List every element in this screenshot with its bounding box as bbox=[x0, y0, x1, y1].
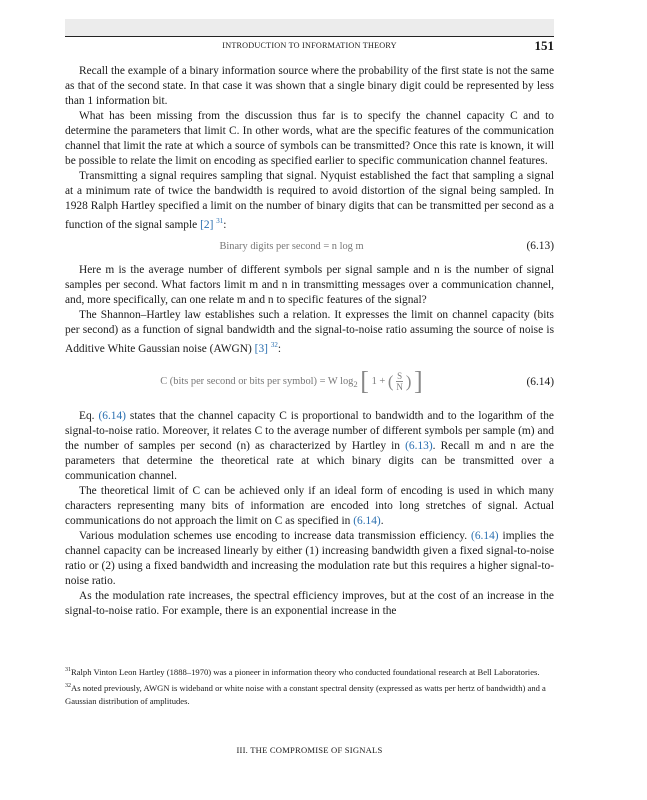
equation-6-14 bbox=[65, 357, 554, 409]
paragraph-8-b: implies the channel capacity can be increased linearly by either (1) increasing bandwidth given a fixed signal-to-noise ratio or (2) using a fixed bandwidth and increasing the modulation rate but this requires a higher signal-to-noise ratio. bbox=[65, 529, 554, 587]
equation-ref-6-14-c[interactable]: (6.14) bbox=[471, 529, 499, 542]
citation-link-2[interactable]: [2] bbox=[200, 218, 214, 231]
body-text bbox=[65, 64, 554, 619]
footnote-31 bbox=[65, 664, 554, 679]
paragraph-5-end: : bbox=[277, 342, 281, 355]
paragraph-5-text: The Shannon–Hartley law establishes such a relation. It expresses the limit on channel capacity (bits per second) as a function of signal bandwidth and the signal-to-noise ratio assuming the source of noise is Additive White Gaussian noise (AWGN) bbox=[65, 308, 554, 355]
paragraph-8-a: Various modulation schemes use encoding to increase data transmission efficiency. bbox=[79, 529, 468, 542]
footnote-31-mark: 31 bbox=[65, 667, 71, 673]
paragraph-3 bbox=[65, 169, 554, 233]
fraction-denominator: N bbox=[396, 381, 403, 392]
equation-ref-6-13[interactable]: (6.13) bbox=[405, 439, 433, 452]
running-head: INTRODUCTION TO INFORMATION THEORY bbox=[222, 41, 397, 50]
right-paren-icon: ) bbox=[405, 371, 412, 391]
footnotes bbox=[65, 664, 554, 709]
footnote-31-text: Ralph Vinton Leon Hartley (1888–1970) was a pioneer in information theory who conducted foundational research at Bell Laboratories. bbox=[71, 666, 540, 677]
paragraph-2: What has been missing from the discussion thus far is to specify the channel capacity C and to determine the parameters that limit C. In other words, what are the specific features of the communication channel that limit the rate at which a source of symbols can be transmitted? Once this rate is known, it will be possible to relate the limit on encoding as specified earlier to specific communication channel features. bbox=[65, 110, 554, 167]
footnote-32-mark: 32 bbox=[65, 682, 71, 689]
equation-ref-6-14-b[interactable]: (6.14) bbox=[353, 514, 381, 527]
right-bracket-icon: ] bbox=[414, 366, 423, 396]
fraction-numerator: S bbox=[397, 370, 403, 381]
paragraph-6-b: states that the channel capacity C is proportional to bandwidth and to the logarithm of the signal-to-noise ratio. Moreover, it relates C to the average number of different symbols per sample (m) and the number of samples per second (n) as characterized by Hartley in bbox=[65, 409, 554, 452]
equation-6-13-formula: Binary digits per second = n log m bbox=[219, 240, 364, 252]
paragraph-6-c: . Recall m and n are the parameters that determine the theoretical rate at which binary digits can be transmitted over a communication channel. bbox=[65, 439, 554, 482]
footnote-ref-31[interactable]: 31 bbox=[216, 217, 224, 225]
paragraph-6 bbox=[65, 409, 554, 484]
left-paren-icon: ( bbox=[387, 371, 394, 391]
equation-6-14-log-base: 2 bbox=[353, 378, 358, 389]
paragraph-8 bbox=[65, 529, 554, 589]
paragraph-3-end: : bbox=[223, 218, 227, 231]
paragraph-4: Here m is the average number of different symbols per signal sample and n is the number of signal samples per second. What factors limit m and n in transmitting messages over a communication channel, and, more specifically, can one relate m and n to specific features of the signal? bbox=[65, 263, 554, 306]
top-shade-band bbox=[65, 19, 554, 36]
paragraph-6-a: Eq. bbox=[79, 409, 95, 422]
left-bracket-icon: [ bbox=[360, 366, 369, 396]
paragraph-5 bbox=[65, 308, 554, 357]
paragraph-3-text: Transmitting a signal requires sampling that signal. Nyquist established the fact that sampling a signal at a minimum rate of twice the bandwidth is required to avoid distortion of the signal being sampled. In 1928 Ralph Hartley specified a limit on the number of binary digits that can be transmitted per second as a function of the signal sample bbox=[65, 170, 554, 231]
page-footer: III. THE COMPROMISE OF SIGNALS bbox=[236, 745, 383, 755]
equation-6-13 bbox=[65, 233, 554, 263]
paragraph-1: Recall the example of a binary information source where the probability of the first state is not the same as that of the second state. In that case it was shown that a single binary digit could be represented by less than 1 information bit. bbox=[65, 65, 554, 107]
page-header bbox=[65, 36, 554, 53]
equation-6-14-number: (6.14) bbox=[526, 375, 554, 388]
citation-link-3[interactable]: [3] bbox=[254, 342, 268, 355]
paragraph-9: As the modulation rate increases, the spectral efficiency improves, but at the cost of an increase in the signal-to-noise ratio. For example, there is an exponential increase in the bbox=[65, 589, 554, 617]
equation-6-14-formula bbox=[65, 366, 518, 396]
paragraph-7-end: . bbox=[380, 514, 384, 527]
equation-ref-6-14[interactable]: (6.14) bbox=[98, 409, 126, 422]
footnote-32 bbox=[65, 680, 554, 708]
paragraph-7-a: The theoretical limit of C can be achieved only if an ideal form of encoding is used in which many characters representing many bits of information are encoded into long stretches of signal. Actual communications do not approach the limit on C as specified in bbox=[65, 484, 554, 527]
paragraph-7 bbox=[65, 484, 554, 529]
signal-to-noise-fraction bbox=[396, 371, 403, 392]
equation-6-14-left: C (bits per second or bits per symbol) = W log bbox=[160, 375, 354, 387]
footnote-32-text: As noted previously, AWGN is wideband or white noise with a constant spectral density (expressed as watts per hertz of bandwidth) and a Gaussian distribution of amplitudes. bbox=[65, 682, 546, 706]
page-number: 151 bbox=[534, 38, 554, 53]
footnote-ref-32[interactable]: 32 bbox=[270, 340, 278, 349]
equation-6-13-number: (6.13) bbox=[526, 239, 554, 252]
equation-6-14-one-plus: 1 + bbox=[371, 375, 386, 387]
